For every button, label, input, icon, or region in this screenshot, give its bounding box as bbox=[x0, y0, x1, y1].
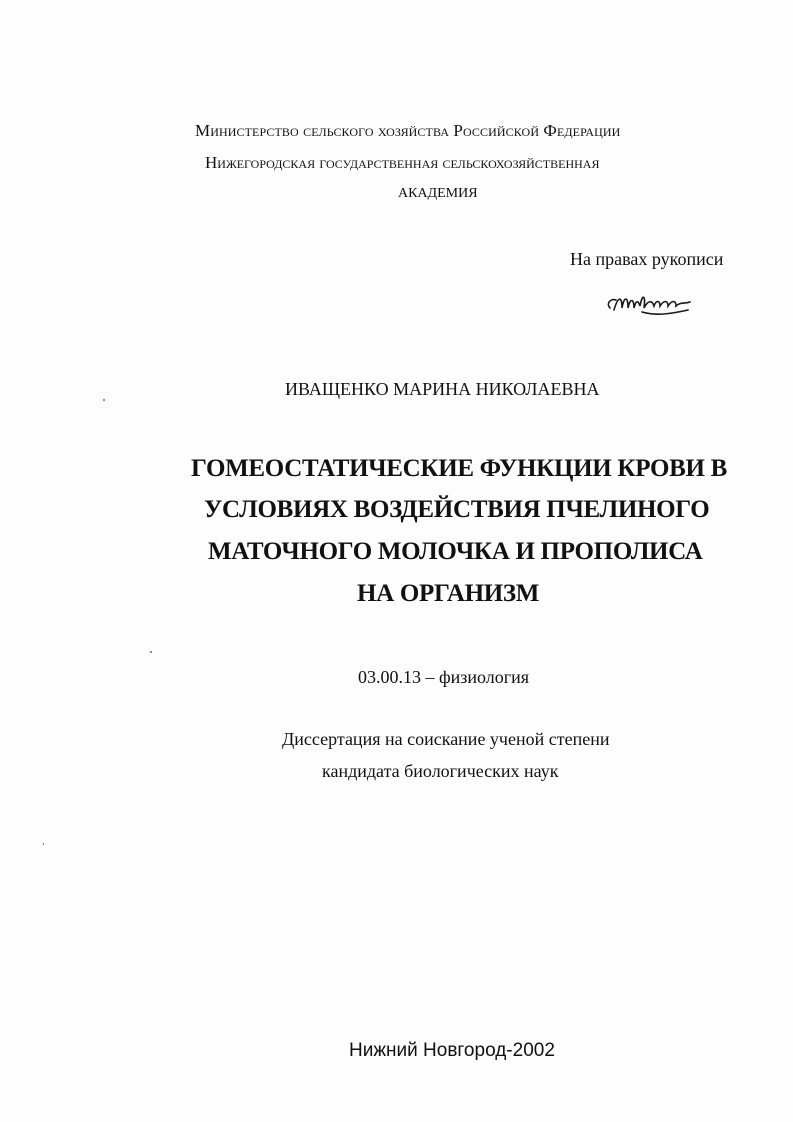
manuscript-rights-label: На правах рукописи bbox=[570, 249, 724, 269]
dissertation-title-line: МАТОЧНОГО МОЛОЧКА И ПРОПОЛИСА bbox=[208, 538, 703, 565]
degree-line: Диссертация на соискание ученой степени bbox=[282, 729, 610, 749]
scan-speck bbox=[43, 843, 44, 845]
dissertation-title-line: УСЛОВИЯХ ВОЗДЕЙСТВИЯ ПЧЕЛИНОГО bbox=[204, 496, 710, 523]
scan-speck bbox=[150, 651, 152, 653]
scan-speck bbox=[103, 399, 105, 401]
city-year: Нижний Новгород-2002 bbox=[349, 1040, 555, 1061]
dissertation-title-line: НА ОРГАНИЗМ bbox=[357, 580, 540, 607]
dissertation-title-line: ГОМЕОСТАТИЧЕСКИЕ ФУНКЦИИ КРОВИ В bbox=[191, 455, 728, 482]
author-signature bbox=[604, 282, 696, 322]
author-name: ИВАЩЕНКО МАРИНА НИКОЛАЕВНА bbox=[285, 379, 600, 399]
academy-name: Нижегородская государственная сельскохозяйственная bbox=[205, 153, 600, 172]
academy-word: АКАДЕМИЯ bbox=[398, 186, 478, 201]
ministry-name: Министерство сельского хозяйства Российской Федерации bbox=[195, 121, 621, 140]
specialty-code: 03.00.13 – физиология bbox=[358, 667, 530, 687]
degree-line: кандидата биологических наук bbox=[322, 761, 559, 781]
